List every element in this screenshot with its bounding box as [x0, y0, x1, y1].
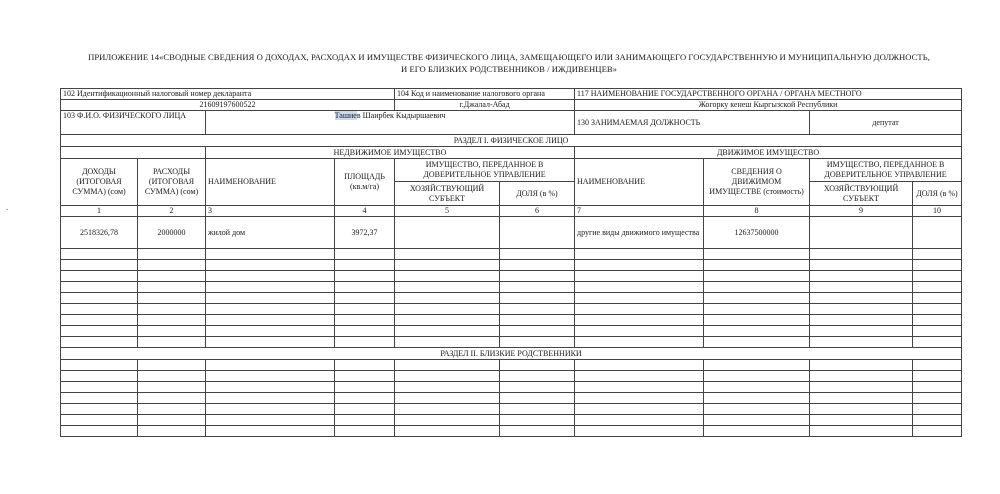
section-1-title: РАЗДЕЛ I. ФИЗИЧЕСКОЕ ЛИЦО [61, 135, 962, 147]
col-trust-header: ИМУЩЕСТВО, ПЕРЕДАННОЕ В ДОВЕРИТЕЛЬНОЕ УПРАВЛЕНИЕ [395, 159, 575, 182]
column-number: 7 [575, 206, 704, 217]
empty-cell[interactable] [335, 315, 395, 326]
empty-cell[interactable] [704, 260, 810, 271]
col-area-header: ПЛОЩАДЬ (кв.м/га) [335, 159, 395, 206]
empty-cell[interactable] [138, 404, 206, 415]
col-mov-name-header: НАИМЕНОВАНИЕ [575, 159, 704, 206]
empty-row [61, 260, 962, 271]
column-number: 4 [335, 206, 395, 217]
empty-cell[interactable] [913, 360, 962, 371]
empty-cell[interactable] [138, 393, 206, 404]
empty-cell[interactable] [704, 382, 810, 393]
empty-cell[interactable] [575, 293, 704, 304]
empty-cell[interactable] [913, 337, 962, 348]
empty-cell[interactable] [206, 271, 335, 282]
empty-cell[interactable] [335, 426, 395, 437]
empty-row [61, 293, 962, 304]
empty-cell[interactable] [704, 326, 810, 337]
empty-cell[interactable] [810, 404, 913, 415]
empty-cell[interactable] [575, 304, 704, 315]
subject-cell[interactable] [395, 217, 500, 249]
field-130-label: 130 ЗАНИМАЕМАЯ ДОЛЖНОСТЬ [575, 111, 810, 135]
field-103-label: 103 Ф.И.О. ФИЗИЧЕСКОГО ЛИЦА [61, 111, 206, 135]
empty-cell[interactable] [704, 360, 810, 371]
empty-cell[interactable] [500, 371, 575, 382]
movable-subject-cell[interactable] [810, 217, 913, 249]
empty-cell[interactable] [913, 282, 962, 293]
empty-cell[interactable] [395, 382, 500, 393]
empty-cell[interactable] [395, 337, 500, 348]
empty-cell[interactable] [138, 304, 206, 315]
empty-cell[interactable] [206, 260, 335, 271]
share-cell[interactable] [500, 217, 575, 249]
empty-cell[interactable] [704, 315, 810, 326]
empty-cell[interactable] [395, 371, 500, 382]
empty-cell[interactable] [500, 337, 575, 348]
empty-cell[interactable] [575, 249, 704, 260]
empty-row [61, 415, 962, 426]
field-104-label: 104 Код и наименование налогового органа [395, 89, 575, 100]
empty-cell[interactable] [61, 382, 138, 393]
empty-cell[interactable] [206, 304, 335, 315]
empty-cell[interactable] [810, 315, 913, 326]
empty-cell[interactable] [810, 426, 913, 437]
empty-cell[interactable] [704, 393, 810, 404]
empty-cell[interactable] [704, 271, 810, 282]
empty-cell[interactable] [138, 337, 206, 348]
empty-cell[interactable] [395, 282, 500, 293]
empty-cell[interactable] [500, 282, 575, 293]
empty-cell[interactable] [575, 271, 704, 282]
empty-cell[interactable] [61, 360, 138, 371]
property-name-cell[interactable]: жилой дом [206, 217, 335, 249]
empty-cell[interactable] [575, 337, 704, 348]
empty-cell[interactable] [500, 304, 575, 315]
empty-cell[interactable] [500, 260, 575, 271]
empty-cell[interactable] [335, 282, 395, 293]
empty-cell[interactable] [575, 282, 704, 293]
column-number: 9 [810, 206, 913, 217]
empty-cell[interactable] [575, 371, 704, 382]
stray-mark: . [6, 202, 9, 212]
empty-cell[interactable] [913, 304, 962, 315]
field-117-value[interactable]: Жогорку кенеш Кыргызской Республики [575, 100, 962, 111]
empty-cell[interactable] [395, 315, 500, 326]
empty-cell[interactable] [810, 249, 913, 260]
empty-cell[interactable] [335, 260, 395, 271]
col-expenses-header: РАСХОДЫ (ИТОГОВАЯ СУММА) (сом) [138, 159, 206, 206]
empty-cell[interactable] [335, 415, 395, 426]
empty-cell[interactable] [395, 271, 500, 282]
empty-cell[interactable] [913, 249, 962, 260]
empty-cell[interactable] [575, 393, 704, 404]
movable-name-cell[interactable]: другие виды движимого имущества [575, 217, 704, 249]
empty-cell[interactable] [395, 293, 500, 304]
empty-cell[interactable] [500, 393, 575, 404]
empty-cell[interactable] [500, 360, 575, 371]
empty-cell[interactable] [61, 315, 138, 326]
empty-cell[interactable] [913, 293, 962, 304]
income-cell[interactable]: 2518326,78 [61, 217, 138, 249]
empty-cell[interactable] [395, 360, 500, 371]
empty-cell[interactable] [704, 404, 810, 415]
field-104-value[interactable]: г.Джалал-Абад [395, 100, 575, 111]
spacer-cell [61, 147, 206, 159]
empty-cell[interactable] [575, 315, 704, 326]
empty-cell[interactable] [575, 382, 704, 393]
empty-cell[interactable] [913, 415, 962, 426]
empty-cell[interactable] [913, 326, 962, 337]
col-income-header: ДОХОДЫ (ИТОГОВАЯ СУММА) (сом) [61, 159, 138, 206]
empty-cell[interactable] [575, 326, 704, 337]
empty-cell[interactable] [500, 315, 575, 326]
empty-cell[interactable] [61, 426, 138, 437]
col-subject-header: ХОЗЯЙСТВУЮЩИЙ СУБЪЕКТ [395, 182, 500, 206]
empty-cell[interactable] [395, 304, 500, 315]
empty-cell[interactable] [138, 326, 206, 337]
empty-cell[interactable] [500, 249, 575, 260]
col-name-header: НАИМЕНОВАНИЕ [206, 159, 335, 206]
empty-cell[interactable] [206, 371, 335, 382]
empty-row [61, 282, 962, 293]
empty-cell[interactable] [395, 393, 500, 404]
empty-cell[interactable] [395, 426, 500, 437]
empty-cell[interactable] [335, 360, 395, 371]
empty-cell[interactable] [61, 371, 138, 382]
empty-cell[interactable] [206, 393, 335, 404]
empty-cell[interactable] [500, 271, 575, 282]
empty-cell[interactable] [704, 249, 810, 260]
empty-cell[interactable] [138, 315, 206, 326]
empty-cell[interactable] [61, 404, 138, 415]
data-row [61, 217, 962, 249]
field-103-value[interactable] [206, 111, 575, 135]
empty-cell[interactable] [395, 260, 500, 271]
empty-cell[interactable] [61, 415, 138, 426]
empty-cell[interactable] [335, 337, 395, 348]
empty-cell[interactable] [575, 360, 704, 371]
empty-row [61, 404, 962, 415]
empty-cell[interactable] [500, 415, 575, 426]
empty-cell[interactable] [61, 337, 138, 348]
empty-cell[interactable] [138, 415, 206, 426]
empty-row [61, 382, 962, 393]
empty-cell[interactable] [704, 415, 810, 426]
empty-cell[interactable] [500, 326, 575, 337]
empty-cell[interactable] [138, 371, 206, 382]
empty-cell[interactable] [810, 360, 913, 371]
column-number: 5 [395, 206, 500, 217]
section-2-title: РАЗДЕЛ II. БЛИЗКИЕ РОДСТВЕННИКИ [61, 348, 962, 360]
field-102-value[interactable]: 21609197600522 [61, 100, 395, 111]
empty-cell[interactable] [206, 415, 335, 426]
empty-cell[interactable] [704, 282, 810, 293]
empty-row [61, 271, 962, 282]
field-130-value[interactable]: депутат [810, 111, 962, 135]
empty-cell[interactable] [810, 337, 913, 348]
empty-cell[interactable] [335, 404, 395, 415]
empty-cell[interactable] [810, 293, 913, 304]
empty-cell[interactable] [913, 404, 962, 415]
column-number: 10 [913, 206, 962, 217]
empty-row [61, 326, 962, 337]
empty-cell[interactable] [138, 426, 206, 437]
empty-cell[interactable] [138, 293, 206, 304]
declaration-table [60, 88, 962, 437]
empty-cell[interactable] [704, 293, 810, 304]
empty-cell[interactable] [335, 371, 395, 382]
immovable-group-header: НЕДВИЖИМОЕ ИМУЩЕСТВО [206, 147, 575, 159]
empty-cell[interactable] [395, 415, 500, 426]
field-103-value-rest: в Шаирбек Кыдыршаевич [356, 111, 446, 120]
empty-row [61, 360, 962, 371]
header-row-values [61, 100, 962, 111]
section-2-title-row [61, 348, 962, 360]
empty-cell[interactable] [395, 404, 500, 415]
empty-cell[interactable] [61, 282, 138, 293]
empty-cell[interactable] [138, 360, 206, 371]
empty-cell[interactable] [138, 282, 206, 293]
empty-cell[interactable] [704, 337, 810, 348]
empty-cell[interactable] [206, 382, 335, 393]
empty-cell[interactable] [810, 371, 913, 382]
empty-row [61, 393, 962, 404]
empty-cell[interactable] [575, 404, 704, 415]
empty-cell[interactable] [395, 249, 500, 260]
header-row-name [61, 111, 962, 135]
empty-cell[interactable] [913, 271, 962, 282]
form-title [56, 51, 962, 75]
empty-cell[interactable] [810, 260, 913, 271]
empty-cell[interactable] [206, 315, 335, 326]
form-title-line-1: ПРИЛОЖЕНИЕ 14«СВОДНЫЕ СВЕДЕНИЯ О ДОХОДАХ, РАСХОДАХ И ИМУЩЕСТВЕ ФИЗИЧЕСКОГО ЛИЦА, ЗАМЕЩАЮЩЕГО ИЛИ ЗАНИМАЮЩЕГО ГОСУДАРСТВЕННУЮ И МУНИЦИПАЛЬНУЮ ДОЛЖНОСТЬ, [88, 52, 930, 62]
empty-cell[interactable] [575, 426, 704, 437]
empty-cell[interactable] [61, 304, 138, 315]
field-102-label: 102 Идентификационный налоговый номер декларанта [61, 89, 395, 100]
empty-cell[interactable] [335, 304, 395, 315]
header-row-labels [61, 89, 962, 100]
movable-value-cell[interactable]: 12637500000 [704, 217, 810, 249]
empty-cell[interactable] [206, 426, 335, 437]
empty-row [61, 371, 962, 382]
empty-cell[interactable] [335, 249, 395, 260]
empty-cell[interactable] [61, 393, 138, 404]
empty-cell[interactable] [206, 360, 335, 371]
empty-cell[interactable] [335, 293, 395, 304]
empty-cell[interactable] [913, 260, 962, 271]
empty-cell[interactable] [61, 326, 138, 337]
empty-cell[interactable] [810, 382, 913, 393]
empty-cell[interactable] [335, 326, 395, 337]
col-mov-info-header: СВЕДЕНИЯ О ДВИЖИМОМ ИМУЩЕСТВЕ (стоимость) [704, 159, 810, 206]
empty-row [61, 337, 962, 348]
empty-cell[interactable] [335, 393, 395, 404]
empty-cell[interactable] [810, 304, 913, 315]
column-numbers-row [61, 206, 962, 217]
empty-cell[interactable] [704, 304, 810, 315]
empty-cell[interactable] [810, 271, 913, 282]
empty-cell[interactable] [500, 404, 575, 415]
empty-row [61, 315, 962, 326]
empty-cell[interactable] [206, 293, 335, 304]
empty-cell[interactable] [810, 282, 913, 293]
empty-cell[interactable] [575, 260, 704, 271]
section-1-title-row [61, 135, 962, 147]
empty-cell[interactable] [913, 393, 962, 404]
column-number: 3 [206, 206, 335, 217]
column-number: 2 [138, 206, 206, 217]
empty-cell[interactable] [61, 260, 138, 271]
empty-cell[interactable] [913, 426, 962, 437]
empty-cell[interactable] [810, 393, 913, 404]
movable-share-cell[interactable] [913, 217, 962, 249]
empty-cell[interactable] [913, 315, 962, 326]
field-117-label: 117 НАИМЕНОВАНИЕ ГОСУДАРСТВЕННОГО ОРГАНА / ОРГАНА МЕСТНОГО [575, 89, 962, 100]
empty-cell[interactable] [913, 382, 962, 393]
col-mov-trust-header: ИМУЩЕСТВО, ПЕРЕДАННОЕ В ДОВЕРИТЕЛЬНОЕ УПРАВЛЕНИЕ [810, 159, 962, 182]
empty-cell[interactable] [206, 282, 335, 293]
empty-cell[interactable] [810, 326, 913, 337]
empty-cell[interactable] [138, 271, 206, 282]
empty-cell[interactable] [138, 260, 206, 271]
empty-cell[interactable] [61, 293, 138, 304]
empty-cell[interactable] [500, 382, 575, 393]
column-number: 6 [500, 206, 575, 217]
empty-cell[interactable] [61, 271, 138, 282]
col-mov-subject-header: ХОЗЯЙСТВУЮЩИЙ СУБЪЕКТ [810, 182, 913, 206]
empty-cell[interactable] [704, 371, 810, 382]
expenses-cell[interactable]: 2000000 [138, 217, 206, 249]
empty-cell[interactable] [395, 326, 500, 337]
empty-row [61, 426, 962, 437]
movable-group-header: ДВИЖИМОЕ ИМУЩЕСТВО [575, 147, 962, 159]
section-1-columns-row [61, 159, 962, 182]
empty-cell[interactable] [138, 382, 206, 393]
column-number: 1 [61, 206, 138, 217]
empty-cell[interactable] [206, 404, 335, 415]
empty-cell[interactable] [138, 249, 206, 260]
empty-cell[interactable] [206, 249, 335, 260]
col-mov-share-header: ДОЛЯ (в %) [913, 182, 962, 206]
area-cell[interactable]: 3972,37 [335, 217, 395, 249]
empty-cell[interactable] [913, 371, 962, 382]
empty-cell[interactable] [61, 249, 138, 260]
column-number: 8 [704, 206, 810, 217]
empty-cell[interactable] [206, 326, 335, 337]
empty-cell[interactable] [500, 426, 575, 437]
empty-cell[interactable] [704, 426, 810, 437]
section-1-groups-row [61, 147, 962, 159]
col-share-header: ДОЛЯ (в %) [500, 182, 575, 206]
empty-cell[interactable] [335, 271, 395, 282]
empty-cell[interactable] [575, 415, 704, 426]
empty-cell[interactable] [500, 293, 575, 304]
empty-row [61, 249, 962, 260]
form-title-line-2: И ЕГО БЛИЗКИХ РОДСТВЕННИКОВ / ИЖДИВЕНЦЕВ» [400, 64, 617, 74]
empty-row [61, 304, 962, 315]
empty-cell[interactable] [206, 337, 335, 348]
selected-text: Ташие [334, 111, 357, 120]
empty-cell[interactable] [335, 382, 395, 393]
empty-cell[interactable] [810, 415, 913, 426]
